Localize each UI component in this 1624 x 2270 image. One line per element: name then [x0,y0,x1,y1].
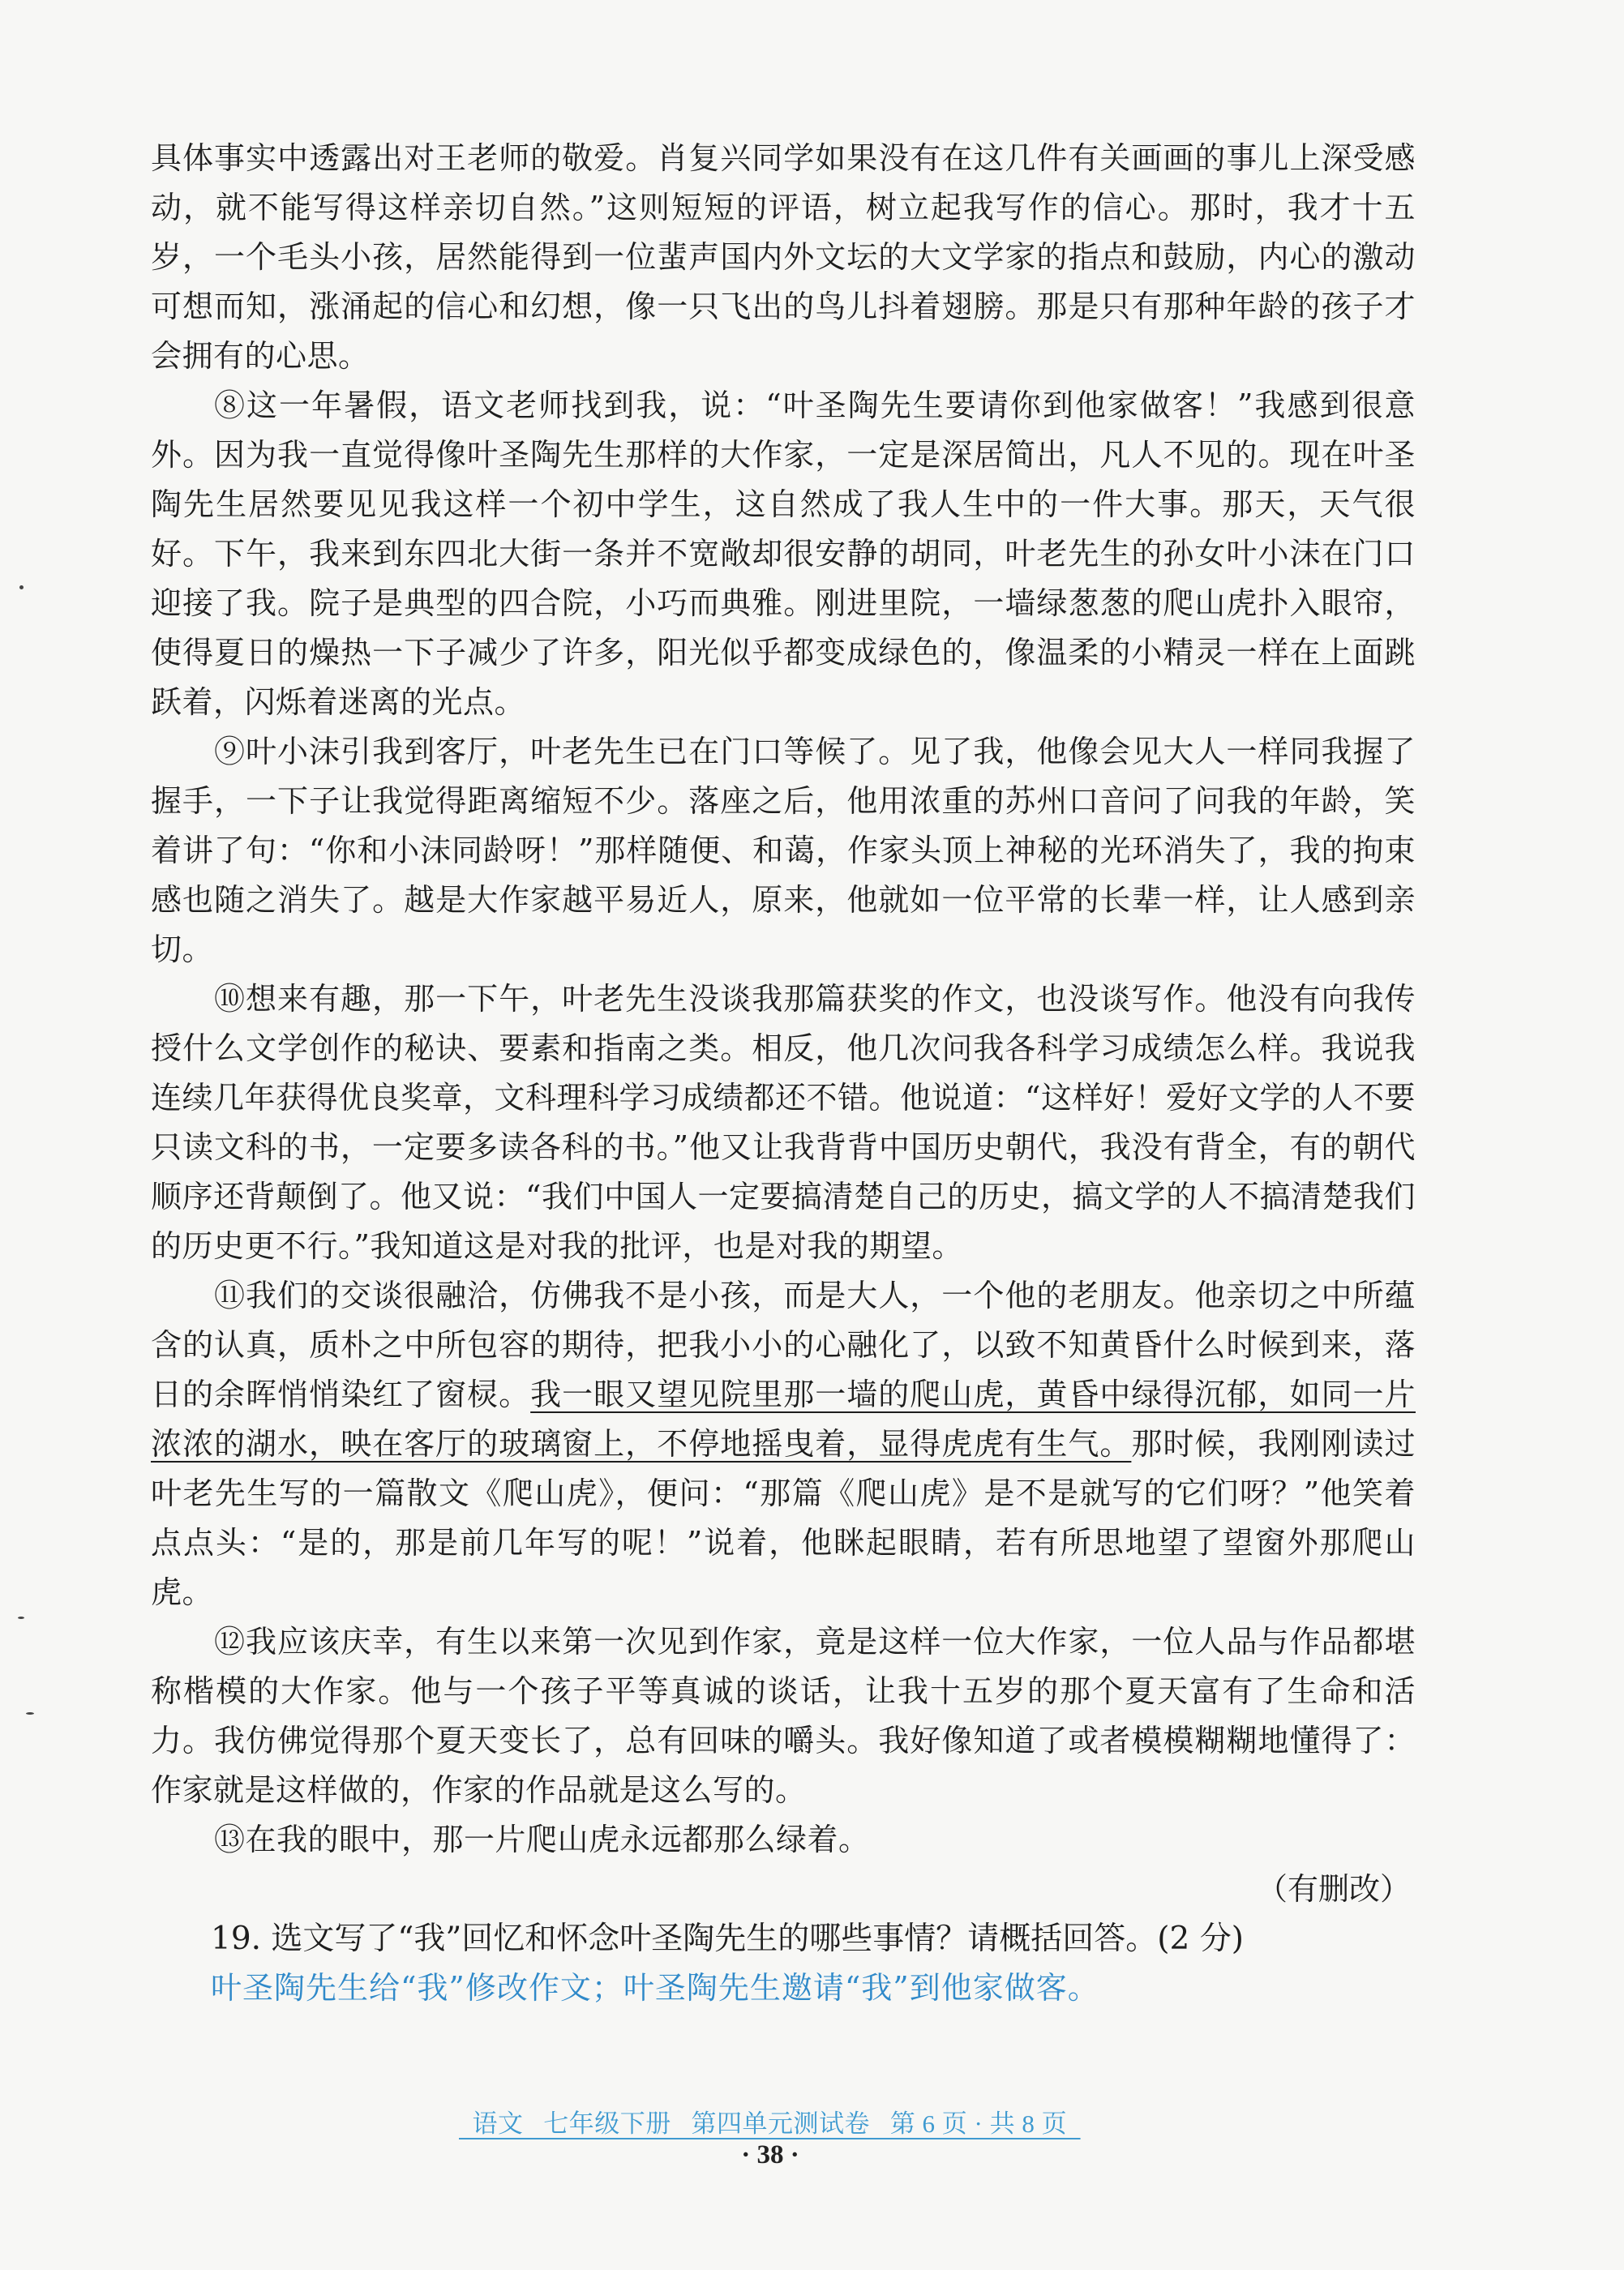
scan-speck-icon [26,1712,34,1715]
paragraph-11 [151,1271,1416,1617]
source-note: （有删改） [1256,1871,1411,1907]
paragraph-13: ⑬在我的眼中，那一片爬山虎永远都那么绿着。 [214,1822,870,1857]
paragraph-11-tail: 那时候，我刚刚读过叶老先生写的一篇散文《爬山虎》，便问：“那篇《爬山虎》是不是就写的它们呀？”他笑着点点头：“是的，那是前几年写的呢！”说着，他眯起眼睛，若有所思地望了望窗外那爬山虎。 [151,1426,1416,1610]
paragraph-7-continuation: 具体事实中透露出对王老师的敬爱。肖复兴同学如果没有在这几件有关画画的事儿上深受感动，就不能写得这样亲切自然。”这则短短的评语，树立起我写作的信心。那时，我才十五岁，一个毛头小孩，居然能得到一位蜚声国内外文坛的大文学家的指点和鼓励，内心的激动可想而知，涨涌起的信心和幻想，像一只飞出的鸟儿抖着翅膀。那是只有那种年龄的孩子才会拥有的心思。 [151,140,1416,374]
passage-body [151,134,1416,2013]
scan-speck-icon [19,585,24,589]
paragraph-8: ⑧这一年暑假，语文老师找到我，说：“叶圣陶先生要请你到他家做客！”我感到很意外。因为我一直觉得像叶圣陶先生那样的大作家，一定是深居简出，凡人不见的。现在叶圣陶先生居然要见见我这样一个初中学生，这自然成了我人生中的一件大事。那天，天气很好。下午，我来到东四北大街一条并不宽敞却很安静的胡同，叶老先生的孙女叶小沫在门口迎接了我。院子是典型的四合院，小巧而典雅。刚进里院，一墙绿葱葱的爬山虎扑入眼帘，使得夏日的燥热一下子减少了许多，阳光似乎都变成绿色的，像温柔的小精灵一样在上面跳跃着，闪烁着迷离的光点。 [151,388,1416,720]
scan-speck-icon [18,1617,24,1619]
paragraph-9: ⑨叶小沫引我到客厅，叶老先生已在门口等候了。见了我，他像会见大人一样同我握了握手，一下子让我觉得距离缩短不少。落座之后，他用浓重的苏州口音问了问我的年龄，笑着讲了句：“你和小沫同龄呀！”那样随便、和蔼，作家头顶上神秘的光环消失了，我的拘束感也随之消失了。越是大作家越平易近人，原来，他就如一位平常的长辈一样，让人感到亲切。 [151,734,1416,967]
underlined-sentence: 我一眼又望见院里那一墙的爬山虎，黄昏中绿得沉郁，如同一片浓浓的湖水，映在客厅的玻璃窗上，不停地摇曳着，显得虎虎有生气。 [151,1377,1416,1462]
paragraph-12: ⑫我应该庆幸，有生以来第一次见到作家，竟是这样一位大作家，一位人品与作品都堪称楷模的大作家。他与一个孩子平等真诚的谈话，让我十五岁的那个夏天富有了生命和活力。我仿佛觉得那个夏天变长了，总有回味的嚼头。我好像知道了或者模模糊糊地懂得了：作家就是这样做的，作家的作品就是这么写的。 [151,1624,1416,1808]
footer-running-title: 语文 七年级下册 第四单元测试卷 第 6 页 · 共 8 页 [459,2109,1081,2138]
paragraph-11-lead: ⑪我们的交谈很融洽，仿佛我不是小孩，而是大人，一个他的老朋友。他亲切之中所蕴含的认真，质朴之中所包容的期待，把我小小的心融化了，以致不知黄昏什么时候到来，落日的余晖悄悄染红了窗棂。 [151,1278,1416,1412]
question-19: 19. 选文写了“我”回忆和怀念叶圣陶先生的哪些事情？请概括回答。(2 分) [211,1921,1244,1957]
question-19-answer: 叶圣陶先生给“我”修改作文；叶圣陶先生邀请“我”到他家做客。 [211,1970,1099,2006]
page-number: · 38 · [741,2140,799,2169]
paragraph-10: ⑩想来有趣，那一下午，叶老先生没谈我那篇获奖的作文，也没谈写作。他没有向我传授什么文学创作的秘诀、要素和指南之类。相反，他几次问我各科学习成绩怎么样。我说我连续几年获得优良奖章，文科理科学习成绩都还不错。他说道：“这样好！爱好文学的人不要只读文科的书，一定要多读各科的书。”他又让我背背中国历史朝代，我没有背全，有的朝代顺序还背颠倒了。他又说：“我们中国人一定要搞清楚自己的历史，搞文学的人不搞清楚我们的历史更不行。”我知道这是对我的批评，也是对我的期望。 [151,981,1416,1264]
